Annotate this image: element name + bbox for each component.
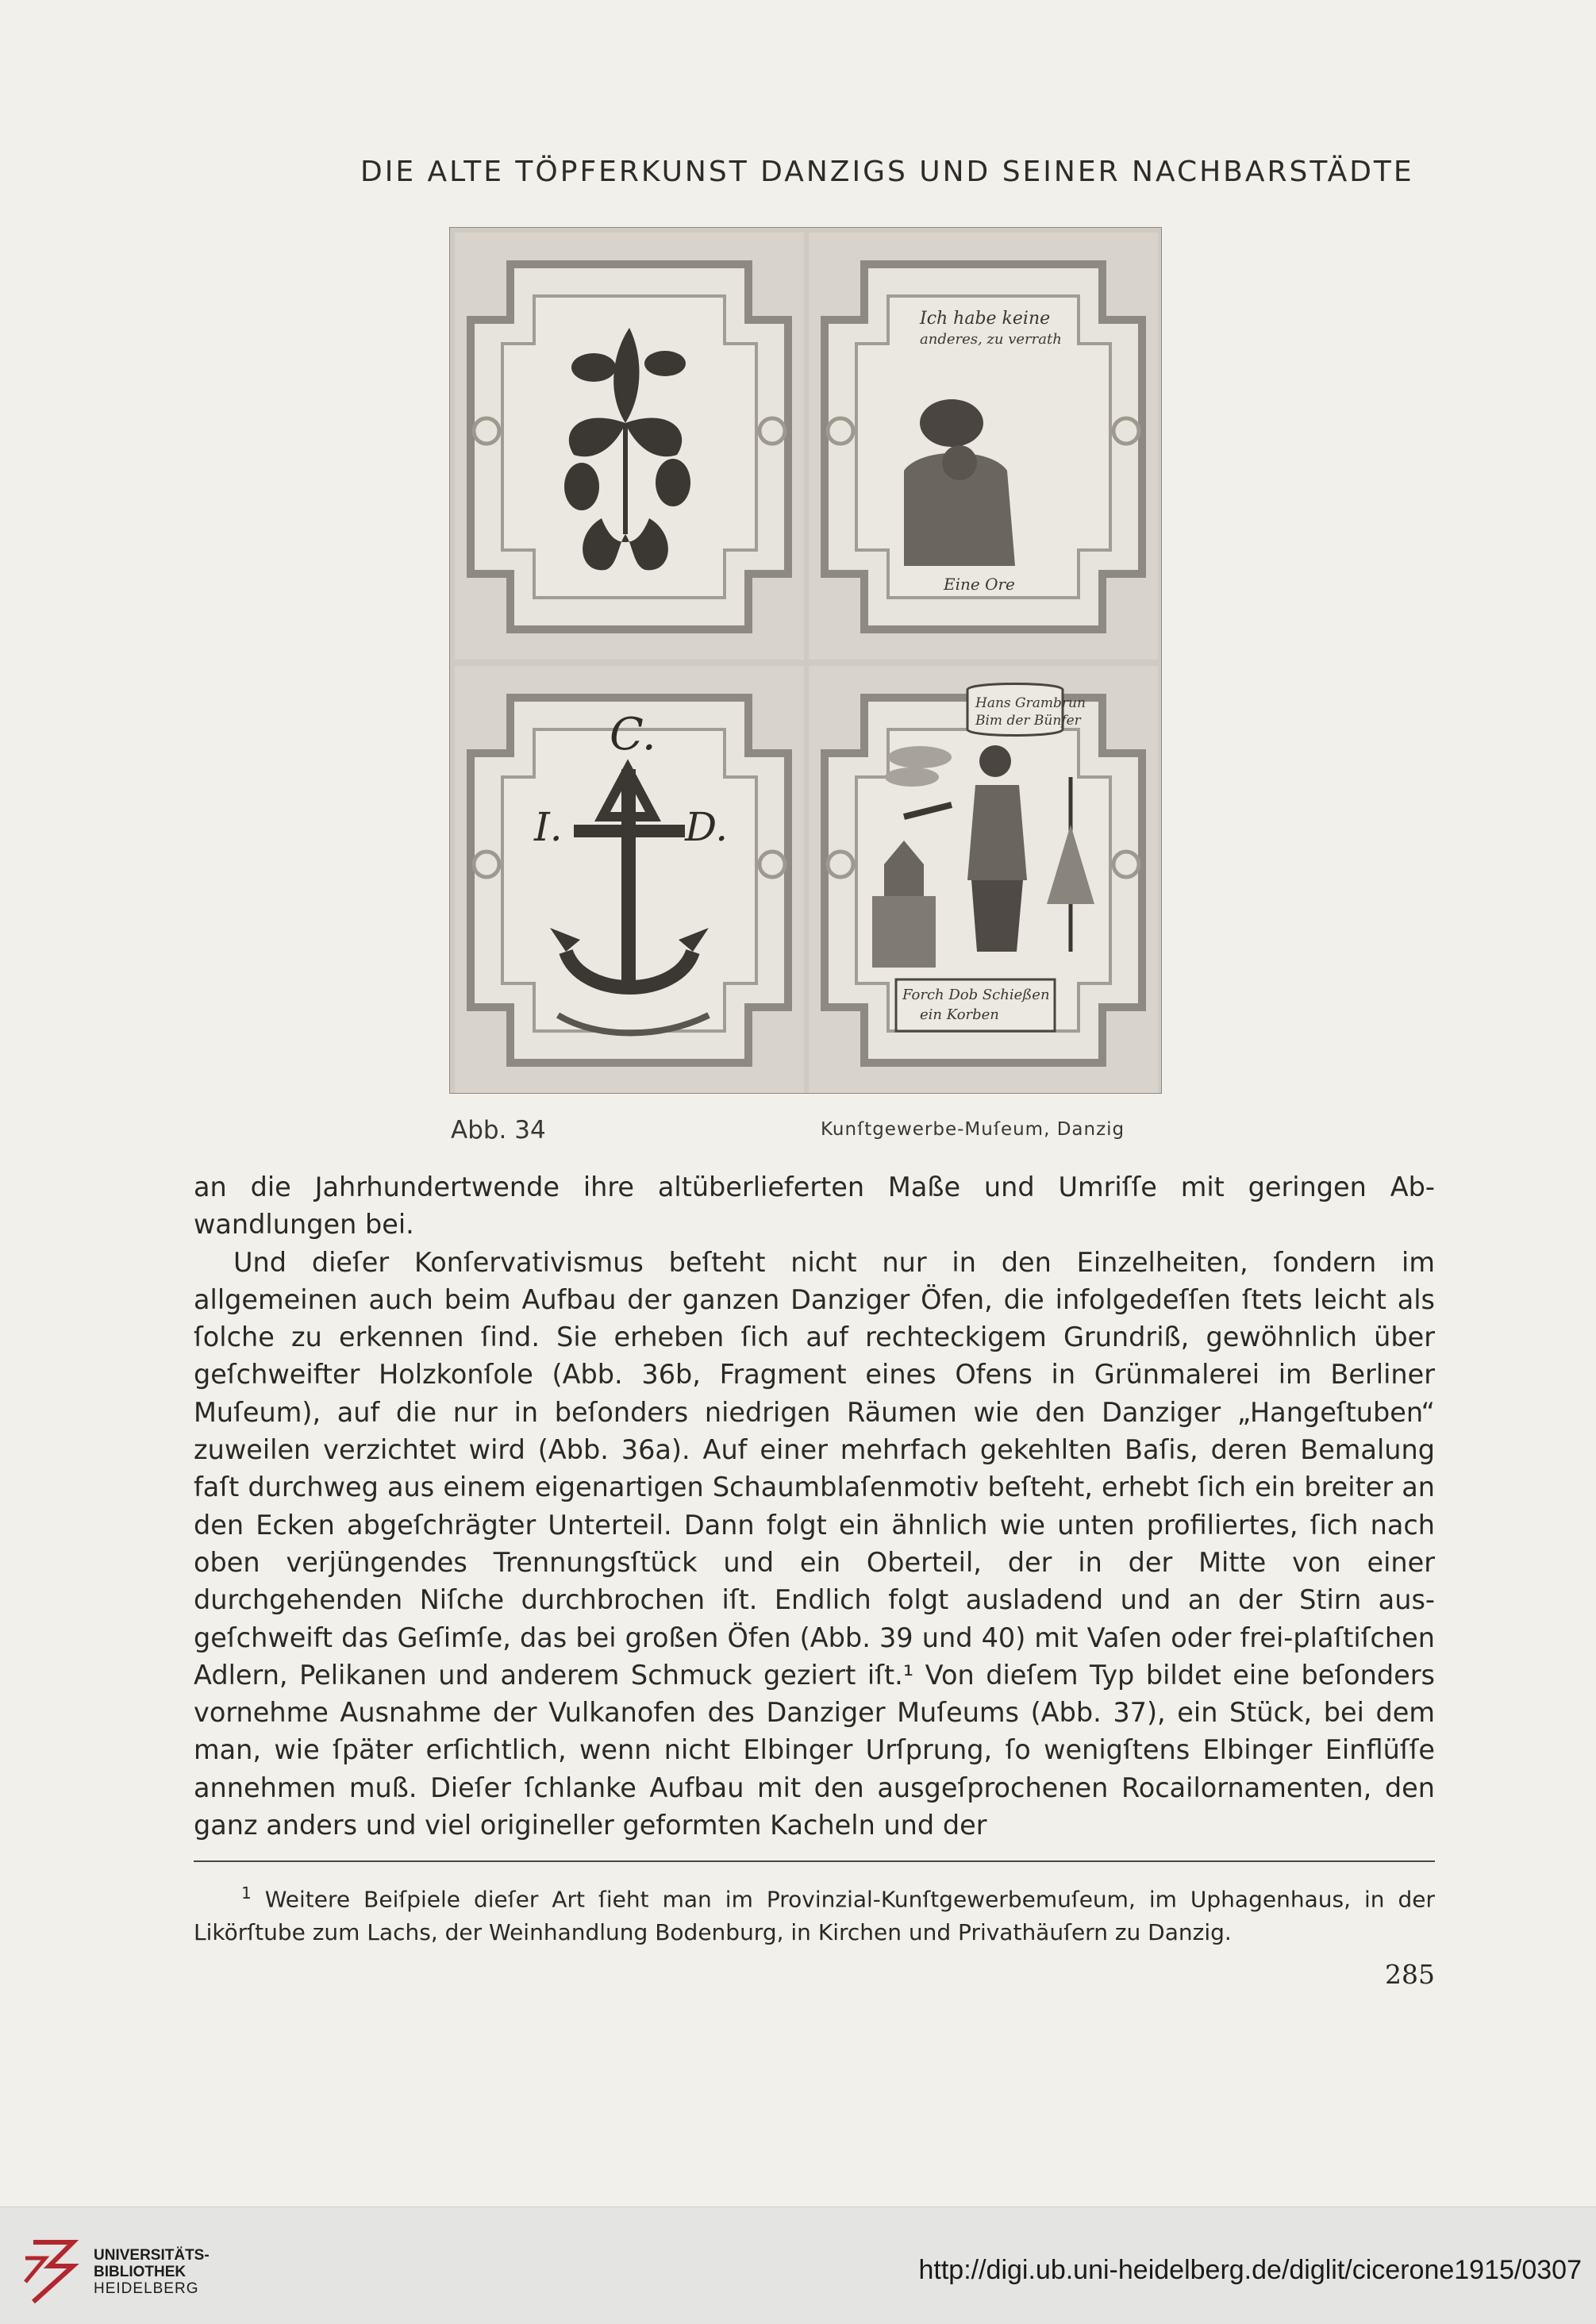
anchor-tile-illustration [455, 666, 804, 1093]
library-name-line2: BIBLIOTHEK [94, 2264, 187, 2280]
tile-inscription-line1: Ich habe keine [920, 309, 1051, 329]
ribbon-text-line2: ein Korben [920, 1006, 999, 1023]
library-name-line3: HEIDELBERG [94, 2280, 199, 2297]
library-name-line1: UNIVERSITÄTS- [94, 2247, 210, 2264]
smoking-man-tile-illustration [809, 666, 1158, 1093]
monogram-d: D. [685, 804, 729, 850]
tile-anchor [455, 666, 804, 1093]
page-number: 285 [1385, 1959, 1435, 1990]
monogram-i: I. [534, 804, 563, 850]
banner-text-line1: Hans Grambrun [975, 695, 1086, 711]
figure-stove-tiles [449, 227, 1162, 1094]
paragraph-1: an die Jahrhundertwende ihre altüberlieferten Maße und Umriſſe mit geringen Ab-wandlungen bei. [194, 1172, 1435, 1241]
tile-floral [455, 233, 804, 660]
figure-number: Abb. 34 [451, 1116, 546, 1145]
footnote-divider [194, 1860, 1435, 1862]
tile-smoking-man [809, 666, 1158, 1093]
library-logo-icon [17, 2234, 89, 2306]
footnote-mark: 1 [241, 1883, 252, 1903]
library-name [94, 2247, 210, 2297]
source-url-link[interactable]: http://digi.ub.uni-heidelberg.de/diglit/cicerone1915/0307 [918, 2255, 1582, 2285]
monogram-c: C. [610, 709, 656, 760]
tile-inscription-line2: anderes, zu verrath [920, 331, 1062, 348]
ribbon-text-line1: Forch Dob Schießen [902, 987, 1050, 1003]
figure-tile-illustration [809, 233, 1158, 660]
floral-tile-illustration [455, 233, 804, 660]
library-banner [0, 2207, 1596, 2324]
figure-credit: Kunſtgewerbe-Muſeum, Danzig [821, 1119, 1125, 1140]
paragraph-2: Und dieſer Konſervativismus beſteht nicht nur in den Einzelheiten, ſondern im allgemeinen auch beim Aufbau der ganzen Danziger Öfen, die infolgedeſſen ſtets leicht als ſolche zu erkennen ſind. Sie erheben ſich auf rechteckigem Grundriß, gewöhnlich über geſchweifter Holzkonſole (Abb. 36b, Fragment eines Ofens in Grünmalerei im Berliner Muſeum), auf die nur in beſonders niedrigen Räumen wie den Danziger „Hangeſtuben“ zuweilen verzichtet wird (Abb. 36a). Auf einer mehrfach gekehlten Baſis, deren Bemalung faſt durchweg aus einem eigenartigen Schaumblaſenmotiv beſteht, erhebt ſich ein breiter an den Ecken abgeſchrägter Unterteil. Dann folgt ein ähnlich wie unten profiliertes, ſich nach oben verjüngendes Trennungsſtück und ein Oberteil, der in der Mitte von einer durchgehenden Niſche durchbrochen iſt. Endlich folgt ausladend und an der Stirn aus-geſchweift das Geſimſe, das bei großen Öfen (Abb. 39 und 40) mit Vaſen oder frei-plaſtiſchen Adlern, Pelikanen und anderem Schmuck geziert iſt.¹ Von dieſem Typ bildet eine beſonders vornehme Ausnahme der Vulkanofen des Danziger Muſeums (Abb. 37), ein Stück, bei dem man, wie ſpäter erſichtlich, wenn nicht Elbinger Urſprung, ſo wenigſtens Elbinger Einflüſſe annehmen muß. Dieſer ſchlanke Aufbau mit den ausgeſprochenen Rocailornamenten, den ganz anders und viel origineller geformten Kacheln und der [194, 1246, 1435, 1841]
footnote [194, 1876, 1435, 1949]
footnote-text: Weitere Beiſpiele dieſer Art ſieht man im Provinzial-Kunſtgewerbemuſeum, im Uphagenhaus, in der Likörſtube zum Lachs, der Weinhandlung Bodenburg, in Kirchen und Privathäuſern zu Danzig. [194, 1886, 1436, 1946]
running-head: DIE ALTE TÖPFERKUNST DANZIGS UND SEINER NACHBARSTÄDTE [360, 156, 1414, 188]
tile-inscription-figure [809, 233, 1158, 660]
tile-inscription-line3: Eine Ore [944, 575, 1015, 594]
body-text [194, 1168, 1435, 1844]
banner-text-line2: Bim der Bünfer [975, 713, 1081, 729]
